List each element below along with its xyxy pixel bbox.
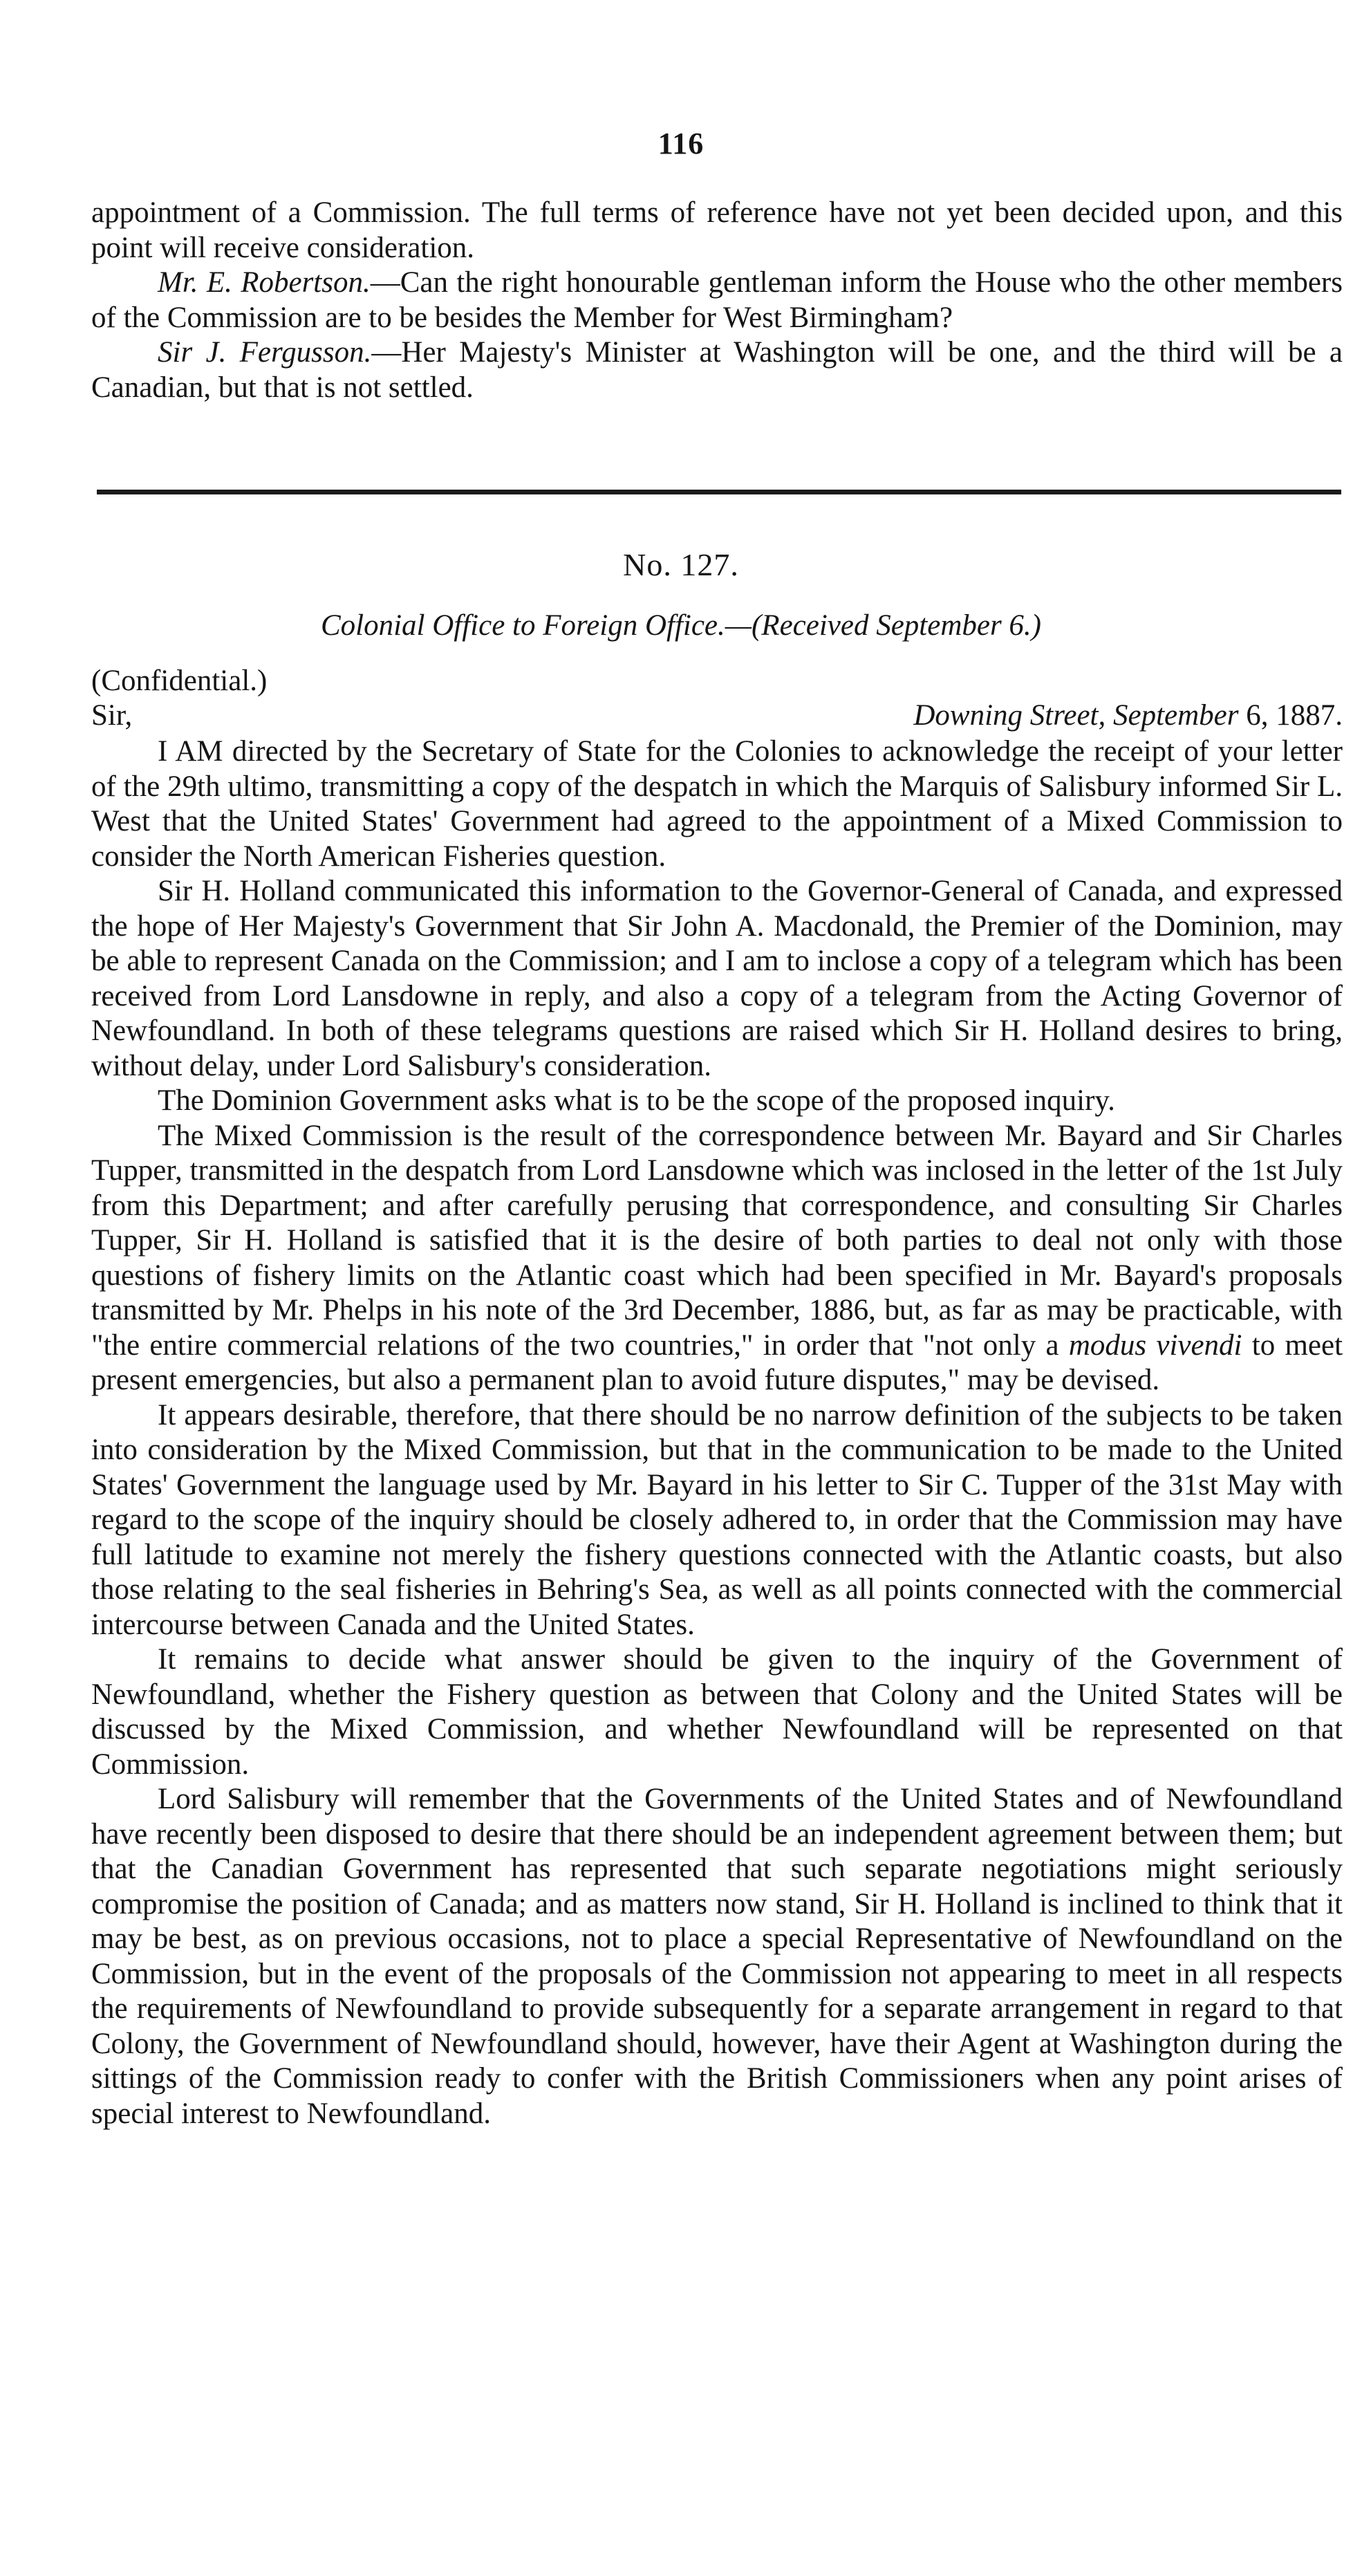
document-number: No. 127. <box>623 547 739 582</box>
question-paragraph <box>91 266 1343 335</box>
speaker-name: Mr. E. Robertson. <box>158 266 371 299</box>
dateline <box>913 698 1343 732</box>
body-paragraph: Sir H. Holland communicated this information to the Governor-General of Canada, and expressed the hope of Her Majesty's Government that Sir John A. Macdonald, the Premier of the Dominion, may be able to represent Canada on the Commission; and I am to inclose a copy of a telegram which has been received from Lord Lansdowne in reply, and also a copy of a telegram from the Acting Governor of Newfoundland. In both of these telegrams questions are raised which Sir H. Holland desires to bring, without delay, under Lord Salisbury's consideration. <box>91 875 1343 1082</box>
continuation-paragraph: appointment of a Commission. The full terms of reference have not yet been decided upon, and this point will receive consideration. <box>91 196 1343 264</box>
body-paragraph: It appears desirable, therefore, that there should be no narrow definition of the subjects to be taken into consideration by the Mixed Commission, but that in the communication to be made to the United States' Government the language used by Mr. Bayard in his letter to Sir C. Tupper of the 31st May with regard to the scope of the inquiry should be closely adhered to, in order that the Commission may have full latitude to examine not merely the fishery questions connected with the Atlantic coasts, but also those relating to the seal fisheries in Behring's Sea, as well as all points connected with the commercial intercourse between Canada and the United States. <box>91 1398 1343 1641</box>
body-text: The Mixed Commission is the result of the correspondence between Mr. Bayard and Sir Charles Tupper, transmitted in the despatch from Lord Lansdowne which was inclosed in the letter of the 1st July from this Department; and after carefully perusing that correspondence, and consulting Sir Charles Tupper, Sir H. Holland is satisfied that it is the desire of both parties to deal not only with those questions of fishery limits on the Atlantic coast which had been specified in Mr. Bayard's proposals transmitted by Mr. Phelps in his note of the 3rd December, 1886, but, as far as may be practicable, with "the entire commercial relations of the two countries," in order that "not only a <box>91 1119 1343 1362</box>
dateline-date: 6, 1887. <box>1238 699 1343 732</box>
page-number: 116 <box>657 127 705 160</box>
answer-paragraph <box>91 335 1343 405</box>
previous-document-continuation <box>91 196 1343 405</box>
section-divider <box>97 490 1341 494</box>
body-paragraph: I AM directed by the Secretary of State for the Colonies to acknowledge the receipt of your letter of the 29th ultimo, transmitting a copy of the despatch in which the Marquis of Salisbury informed Sir L. West that the United States' Government had agreed to the appointment of a Mixed Commission to consider the North American Fisheries question. <box>91 735 1343 873</box>
document-heading: Colonial Office to Foreign Office.—(Received September 6.) <box>320 609 1042 642</box>
speech-text: —Her Majesty's Minister at Washington will be one, and the third will be a Canadian, but that is not settled. <box>91 336 1343 404</box>
salutation: Sir, <box>91 699 133 732</box>
body-paragraph: The Dominion Government asks what is to be the scope of the proposed inquiry. <box>158 1084 1115 1117</box>
body-paragraph <box>91 1119 1343 1398</box>
speaker-name: Sir J. Fergusson. <box>158 336 372 369</box>
body-paragraph: It remains to decide what answer should be given to the inquiry of the Government of Newfoundland, whether the Fishery question as between that Colony and the United States will be discussed by the Mixed Commission, and whether Newfoundland will be represented on that Commission. <box>91 1643 1343 1781</box>
letter-body <box>91 734 1343 2131</box>
speech-text: —Can the right honourable gentleman inform the House who the other members of the Commission are to be besides the Member for West Birmingham? <box>91 266 1343 334</box>
classification-label: (Confidential.) <box>91 665 268 697</box>
dateline-place: Downing Street, September <box>913 699 1239 732</box>
body-text: to meet present emergencies, but also a permanent plan to avoid future disputes," may be devised. <box>91 1328 1343 1396</box>
body-paragraph: Lord Salisbury will remember that the Governments of the United States and of Newfoundland have recently been disposed to desire that there should be an independent agreement between them; but that the Canadian Government has represented that such separate negotiations might seriously compromise the position of Canada; and as matters now stand, Sir H. Holland is inclined to think that it may be best, as on previous occasions, not to place a special Representative of Newfoundland on the Commission, but in the event of the proposals of the Commission not appearing to meet in all respects the requirements of Newfoundland to provide subsequently for a separate arrangement in regard to that Colony, the Government of Newfoundland should, however, have their Agent at Washington during the sittings of the Commission ready to confer with the British Commissioners when any point arises of special interest to Newfoundland. <box>91 1783 1343 2130</box>
latin-phrase: modus vivendi <box>1068 1328 1242 1362</box>
